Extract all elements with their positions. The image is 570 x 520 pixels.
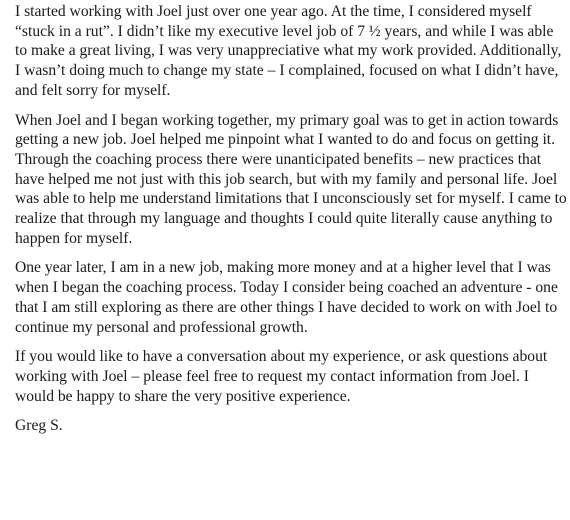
testimonial-letter [15, 2, 568, 436]
paragraph-results: One year later, I am in a new job, making more money and at a higher level that I was when I began the coaching process. Today I consider being coached an adventure - one that I am still exploring as there are other things I have decided to work on with Joel to continue my personal and professional growth. [15, 259, 558, 336]
paragraph-intro: I started working with Joel just over one year ago. At the time, I considered myself “stuck in a rut”. I didn’t like my executive level job of 7 ½ years, and while I was able to make a great living, I was very unappreciative what my work provided. Additionally, I wasn’t doing much to change my state – I complained, focused on what I didn’t have, and felt sorry for myself. [15, 3, 562, 99]
paragraph-coaching: When Joel and I began working together, my primary goal was to get in action towards getting a new job. Joel helped me pinpoint what I wanted to do and focus on getting it. Through the coaching process there were unanticipated benefits – new practices that have helped me not just with this job search, but with my family and personal life. Joel was able to help me understand limitations that I unconsciously set for myself. I came to realize that through my language and thoughts I could quite literally cause anything to happen for myself. [15, 111, 567, 247]
signature: Greg S. [15, 417, 63, 435]
paragraph-contact: If you would like to have a conversation about my experience, or ask questions about working with Joel – please feel free to request my contact information from Joel. I would be happy to share the very positive experience. [15, 348, 548, 405]
